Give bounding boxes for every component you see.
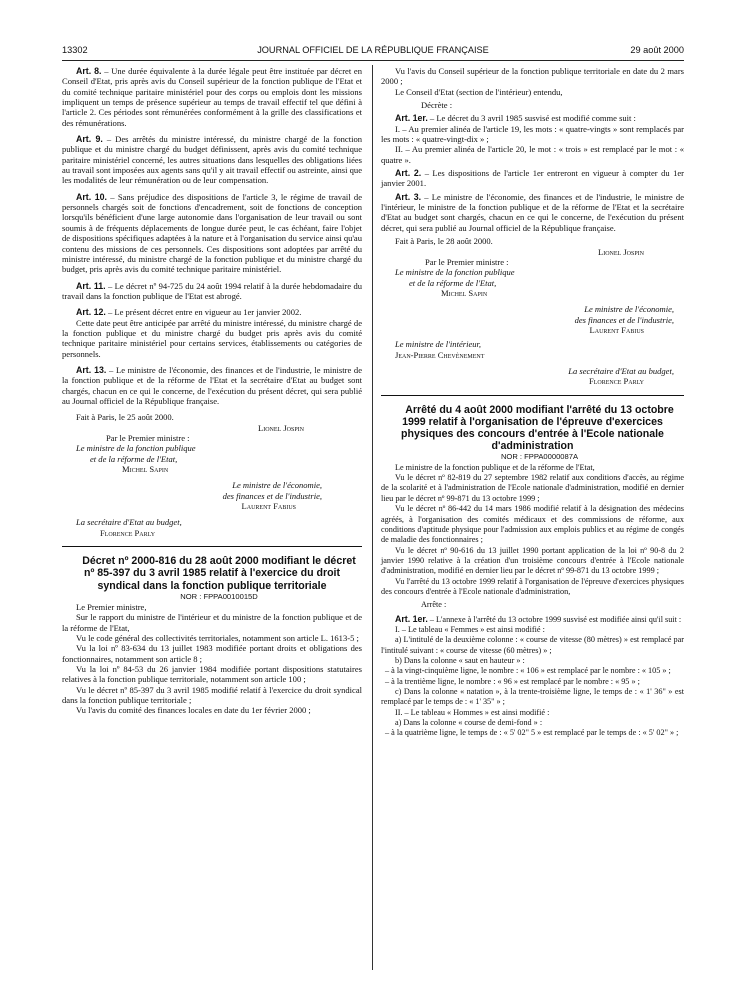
minister-fp-title-1: Le ministre de la fonction publique <box>76 443 196 454</box>
signature-prime-minister: Lionel Jospin <box>257 422 304 433</box>
minister-interior-name: Jean-Pierre Chevènement <box>395 349 485 360</box>
decree-article-3: Art. 3. – Le ministre de l'économie, des finances et de l'industrie, le ministre de l'intérieur, le ministre de la fonction publique et de la réforme de l'Etat et la secrétaire d'Etat au budget sont chargés, chacun en ce qui le concerne, de l'exécution du présent décret, qui sera publié au Journal officiel de la République française. <box>381 191 684 233</box>
table-men-a-1: – à la quatrième ligne, le temps de : « 5' 02" 5 » est remplacé par le temps de : « 5' 02" » ; <box>385 728 679 738</box>
by-prime-minister-2: Par le Premier ministre : <box>425 256 509 267</box>
article-9: Art. 9. – Des arrêtés du ministre intéressé, du ministre chargé de la fonction publique et du ministre chargé du budget définissent, après avis du comité technique paritaire ministériel concerné, les autres situations dans lesquelles des obligations liées au travail sont imposées aux agents sans qu'il y ait travail effectif ou astreinte, ainsi que les modalités de leur rémunération ou de leur compensation. <box>62 134 362 186</box>
secretary-budget-name: Florence Parly <box>100 527 156 538</box>
visa-5: Vu le décret nº 85-397 du 3 avril 1985 modifié relatif à l'exercice du droit syndical dans la fonction publique territoriale ; <box>62 684 362 706</box>
minister-eco-title-1: Le ministre de l'économie, <box>232 480 322 491</box>
table-women-b-1: – à la vingt-cinquième ligne, le nombre : « 106 » est remplacé par le nombre : « 105 » ; <box>385 666 671 676</box>
arrete-minister: Le ministre de la fonction publique et de la réforme de l'Etat, <box>395 462 595 472</box>
table-men: II. – Le tableau « Hommes » est ainsi modifié : <box>395 707 550 717</box>
prime-minister-line: Le Premier ministre, <box>76 602 147 613</box>
minister-interior-title: Le ministre de l'intérieur, <box>395 339 482 350</box>
article-10: Art. 10. – Sans préjudice des dispositions de l'article 3, le régime de travail de personnels chargés soit de fonctions d'encadrement, soit de fonctions de conception lorsqu'ils bénéficient d'une large autonomie dans l'organisation de leur travail ou sont soumis à de fréquents déplacements de longue durée peut, le cas échéant, faire l'objet de dispositions spécifiques adaptées à la nature et à l'organisation du service ainsi qu'au contenu des missions de ces personnels. Ces dispositions sont adoptées par arrêté du ministre intéressé, du ministre chargé de la fonction publique et du ministre chargé du budget, pris après avis du comité technique paritaire ministériel. <box>62 191 362 275</box>
visa-7: Vu l'avis du Conseil supérieur de la fonction publique territoriale en date du 2 mars 2000 ; <box>381 66 684 87</box>
page-header <box>62 45 684 59</box>
arrete-visa-1: Vu le décret nº 82-819 du 27 septembre 1982 relatif aux conditions d'accès, au régime de la scolarité et à l'administration de l'Ecole nationale d'administration, modifié en dernier lieu par le décret nº 99-871 du 13 octobre 1999 ; <box>381 473 684 503</box>
decree-article-1-ii: II. – Au premier alinéa de l'article 20, le mot : « trois » est remplacé par le mot : « quatre ». <box>381 144 684 165</box>
arrete-nor: NOR : FPPA0000087A <box>500 452 579 462</box>
decree-nor: NOR : FPPA0010015D <box>180 591 258 601</box>
minister-fp-title-1b: Le ministre de la fonction publique <box>395 267 515 278</box>
article-11: Art. 11. – Le décret nº 94-725 du 24 août 1994 relatif à la durée hebdomadaire du travail dans la fonction publique de l'Etat est abrogé. <box>62 280 362 301</box>
left-column <box>62 66 362 716</box>
visa-4: Vu la loi nº 84-53 du 26 janvier 1984 modifiée portant dispositions statutaires relatives à la fonction publique territoriale, notamment son article 100 ; <box>62 664 362 685</box>
issue-date: 29 août 2000 <box>630 45 684 55</box>
minister-eco-name: Laurent Fabius <box>241 501 296 512</box>
section-separator-2 <box>381 395 684 396</box>
decrete-line: Décrète : <box>421 100 453 111</box>
article-13: Art. 13. – Le ministre de l'économie, des finances et de l'industrie, le ministre de la fonction publique et de la réforme de l'Etat et la secrétaire d'Etat au budget sont chargés, chacun en ce qui le concerne, de l'exécution du présent décret, qui sera publié au Journal officiel de la République française. <box>62 364 362 406</box>
right-column <box>381 66 684 739</box>
arrete-visa-2: Vu le décret nº 86-442 du 14 mars 1986 modifié relatif à la désignation des médecins agréés, à l'organisation des comités médicaux et des commissions de réforme, aux conditions d'aptitude physique pour l'admission aux emplois publics et au régime de congés de maladie des fonctionnaires ; <box>381 504 684 545</box>
decree-article-1: Art. 1er. – Le décret du 3 avril 1985 susvisé est modifié comme suit : <box>395 113 636 124</box>
minister-fp-name: Michel Sapin <box>122 464 169 475</box>
table-men-a: a) Dans la colonne « course de demi-fond » : <box>395 718 543 728</box>
minister-fp-name-2: Michel Sapin <box>441 287 488 298</box>
table-women: I. – Le tableau « Femmes » est ainsi modifié : <box>395 624 545 634</box>
decree-article-1-i: I. – Au premier alinéa de l'article 19, les mots : « quatre-vingts » sont remplacés par les mots : « quatre-vingt-dix » ; <box>381 123 684 145</box>
signing-place-date: Fait à Paris, le 25 août 2000. <box>76 412 174 423</box>
minister-fp-title-2b: et de la réforme de l'Etat, <box>409 277 497 288</box>
by-prime-minister: Par le Premier ministre : <box>106 433 190 443</box>
journal-title: JOURNAL OFFICIEL DE LA RÉPUBLIQUE FRANÇAISE <box>257 45 489 55</box>
signature-prime-minister-2: Lionel Jospin <box>597 246 644 257</box>
column-divider <box>372 65 373 970</box>
decree-article-2: Art. 2. – Les dispositions de l'article 1er entreront en vigueur à compter du 1er janvier 2001. <box>381 168 685 189</box>
minister-eco-title-1b: Le ministre de l'économie, <box>584 304 674 315</box>
minister-fp-title-2: et de la réforme de l'Etat, <box>90 453 178 464</box>
table-women-a: a) L'intitulé de la deuxième colonne : « course de vitesse (80 mètres) » est remplacé par l'intitulé suivant : « course de vitesse (60 mètres) » ; <box>381 635 684 655</box>
arrete-body <box>381 463 684 739</box>
visa-3: Vu la loi nº 83-634 du 13 juillet 1983 modifiée portant droits et obligations des fonctionnaires, notamment son article 8 ; <box>62 643 362 664</box>
council-heard: Le Conseil d'Etat (section de l'intérieur) entendu, <box>395 86 563 97</box>
arrete-article-1: Art. 1er. – L'annexe à l'arrêté du 13 octobre 1999 susvisé est modifiée ainsi qu'il suit : <box>395 613 682 624</box>
article-8: Art. 8. – Une durée équivalente à la durée légale peut être instituée par décret en Conseil d'Etat, pris après avis du Conseil supérieur de la fonction publique de l'Etat et du comité technique paritaire ministériel pour des corps ou emplois dont les missions impliquent un temps de présence supérieur au temps de travail effectif tel que défini à l'article 2. Ces périodes sont rémunérées conformément à la grille des classifications et des rémunérations. <box>62 66 363 128</box>
signing-place-date-2: Fait à Paris, le 28 août 2000. <box>395 236 493 247</box>
arrete-visa-3: Vu le décret nº 90-616 du 13 juillet 1990 portant application de la loi nº 90-8 du 2 janvier 1990 relative à la création d'un troisième concours d'entrée à l'Ecole nationale d'administration, modifié en dernier lieu par le décret nº 99-871 du 13 octobre 1999 ; <box>381 545 684 576</box>
secretary-budget-title: La secrétaire d'Etat au budget, <box>76 517 182 528</box>
table-women-b-2: – à la trentième ligne, le nombre : « 96 » est remplacé par le nombre : « 95 » ; <box>385 676 640 686</box>
visa-1: Sur le rapport du ministre de l'intérieur et du ministre de la fonction publique et de la réforme de l'Etat, <box>62 612 362 633</box>
visa-6: Vu l'avis du comité des finances locales en date du 1er février 2000 ; <box>76 705 311 716</box>
article-12: Art. 12. – Le présent décret entre en vigueur au 1er janvier 2002. <box>76 307 302 318</box>
minister-eco-name-2: Laurent Fabius <box>589 324 644 335</box>
secretary-budget-name-2: Florence Parly <box>588 376 644 387</box>
arrete-title: Arrêté du 4 août 2000 modifiant l'arrêté du 13 octobre 1999 relatif à l'organisation de l'épreuve d'exercices physiques des concours d'entrée à l'Ecole nationale d'administration <box>401 403 674 453</box>
table-women-c: c) Dans la colonne « natation », à la trente-troisième ligne, le temps de : « 1' 36" » est remplacé par le temps de : « 1' 35" » ; <box>381 687 684 707</box>
decree-title: Décret nº 2000-816 du 28 août 2000 modifiant le décret nº 85-397 du 3 avril 1985 relatif à l'exercice du droit syndical dans la fonction publique territoriale <box>82 555 356 592</box>
minister-eco-title-2b: des finances et de l'industrie, <box>574 314 674 325</box>
table-women-b: b) Dans la colonne « saut en hauteur » : <box>395 655 525 665</box>
article-12-paragraph-2: Cette date peut être anticipée par arrêté du ministre intéressé, du ministre chargé de la fonction publique et du ministre chargé du budget pris après avis du comité technique paritaire ministériel pour certains services, établissements ou catégories de personnels. <box>62 317 362 359</box>
minister-eco-title-2: des finances et de l'industrie, <box>222 490 322 501</box>
visa-2: Vu le code général des collectivités territoriales, notamment son article L. 1613-5 ; <box>76 633 359 644</box>
page-number: 13302 <box>62 45 88 55</box>
arrete-visa-4: Vu l'arrêté du 13 octobre 1999 relatif à l'organisation de l'épreuve d'exercices physiques des concours d'entrée à l'Ecole nationale d'administration, <box>381 576 684 596</box>
arrete-line: Arrête : <box>421 600 447 610</box>
header-rule <box>62 60 684 61</box>
section-separator <box>62 546 362 547</box>
secretary-budget-title-2: La secrétaire d'Etat au budget, <box>568 365 674 376</box>
